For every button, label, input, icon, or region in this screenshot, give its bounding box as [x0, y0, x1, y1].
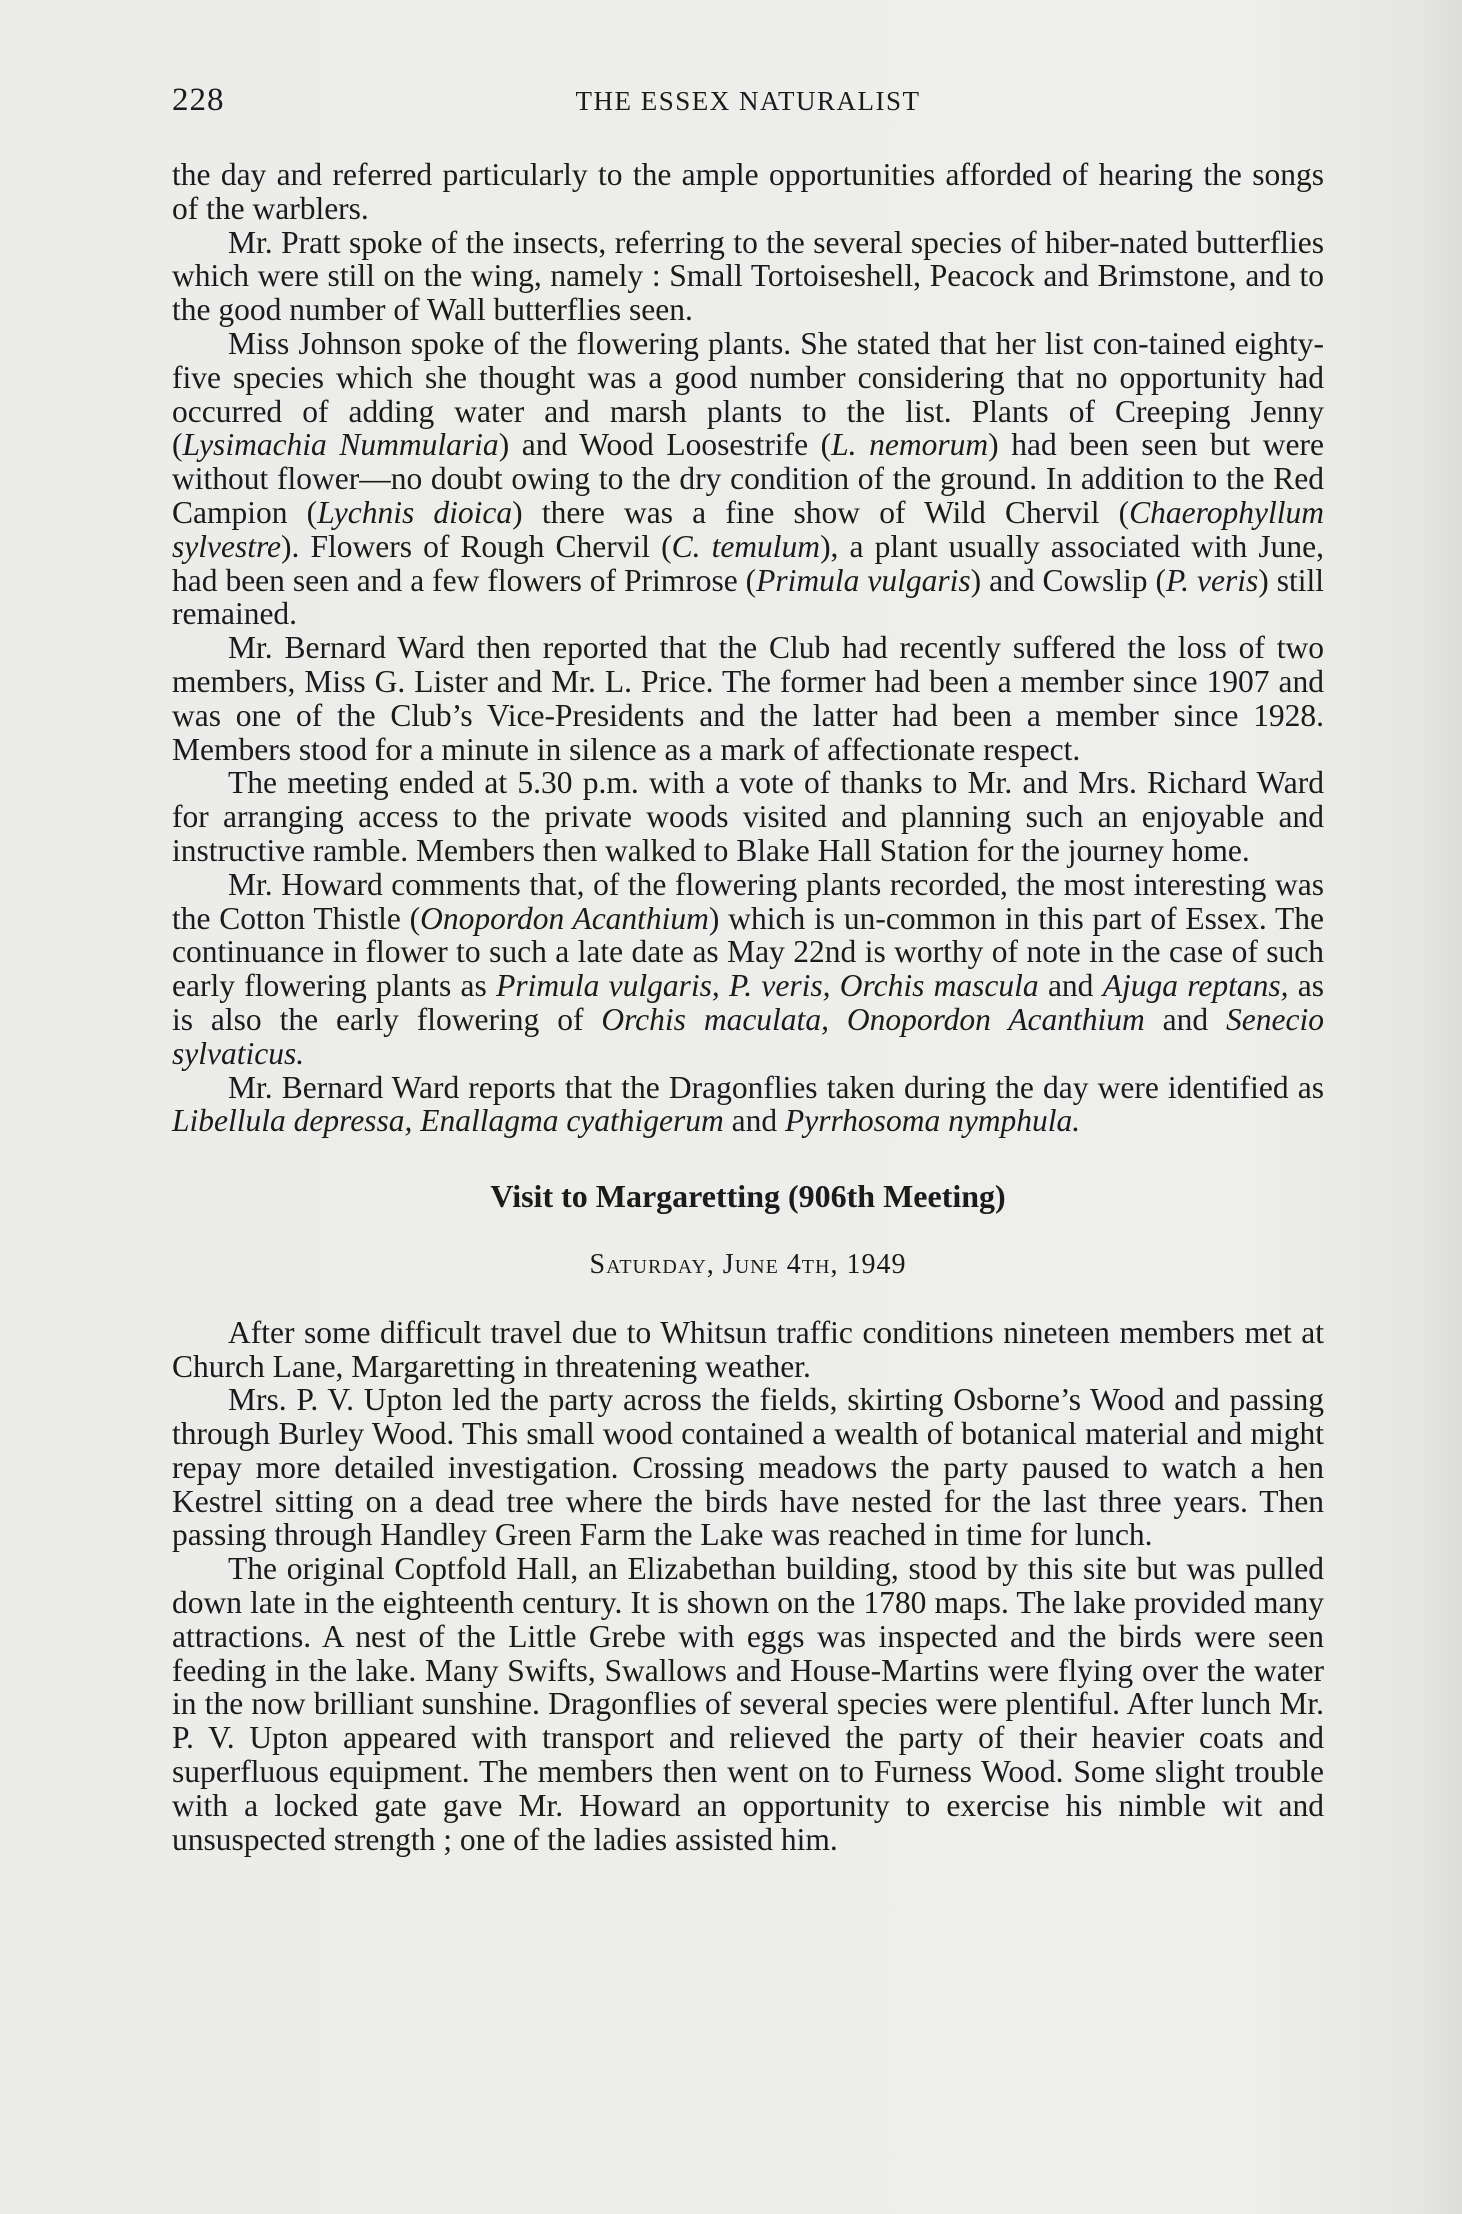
species-name: Ajuga reptans,	[1102, 968, 1289, 1004]
species-name: Senecio sylvaticus.	[172, 1001, 1324, 1071]
species-name: Primula vulgaris, P. veris, Orchis mascula	[496, 968, 1039, 1004]
text-run: ) which is un-common in this part of Essex. The continuance in flower to such a late date as May 22nd is worthy of note in the case of such early flowering plants as	[172, 900, 1324, 1004]
paragraph: the day and referred particularly to the ample opportunities afforded of hearing the songs of the warblers.	[172, 157, 1324, 226]
species-name: Primula vulgaris	[756, 562, 971, 598]
species-name: C. temulum	[671, 528, 821, 564]
paragraph: The original Coptfold Hall, an Elizabethan building, stood by this site but was pulled down late in the eighteenth century. It is shown on the 1780 maps. The lake provided many attractions. A nest of the Little Grebe with eggs was inspected and the birds were seen feeding in the lake. Many Swifts, Swallows and House-Martins were flying over the water in the now brilliant sunshine. Dragonflies of several species were plentiful. After lunch Mr. P. V. Upton appeared with transport and relieved the party of their heavier coats and superfluous equipment. The members then went on to Furness Wood. Some slight trouble with a locked gate gave Mr. Howard an opportunity to exercise his nimble wit and unsuspected strength ; one of the ladies assisted him.	[172, 1551, 1324, 1857]
paragraph: Mr. Pratt spoke of the insects, referring to the several species of hiber-nated butterflies which were still on the wing, namely : Small Tortoiseshell, Peacock and Brimstone, and to the good number of Wall butterflies seen.	[172, 224, 1324, 328]
text-run: ) had been seen but were without flower—no doubt owing to the dry condition of the ground. In addition to the Red Campion (	[172, 427, 1325, 530]
section-heading: Visit to Margaretting (906th Meeting)	[490, 1178, 1006, 1215]
text-run: and	[1038, 968, 1103, 1004]
running-title: THE ESSEX NATURALIST	[575, 86, 921, 116]
text-run: Miss Johnson spoke of the flowering plants. She stated that her list con-tained eighty-five species which she thought was a good number considering that no opportunity had occurred of adding water and marsh plants to the list. Plants of Creeping Jenny (	[172, 325, 1324, 463]
page-number: 228	[172, 82, 225, 118]
meeting-date: Saturday, June 4th, 1949	[589, 1248, 907, 1280]
paragraph: The meeting ended at 5.30 p.m. with a vote of thanks to Mr. and Mrs. Richard Ward for arranging access to the private woods visited and planning such an enjoyable and instructive ramble. Members then walked to Blake Hall Station for the journey home.	[172, 765, 1324, 868]
species-name: Onopordon Acanthium	[420, 900, 709, 936]
paragraph	[172, 327, 1324, 631]
text-run: and	[1144, 1001, 1227, 1037]
text-run: ) and Wood Loosestrife (	[498, 427, 832, 463]
text-run: ) and Cowslip (	[970, 562, 1166, 598]
text-run: Mr. Bernard Ward reports that the Dragonflies taken during the day were identified as	[228, 1069, 1324, 1105]
text-run: Mr. Howard comments that, of the flowering plants recorded, the most interesting was the Cotton Thistle (	[172, 866, 1324, 936]
species-name: Libellula depressa, Enallagma cyathigerum	[172, 1103, 724, 1139]
text-run: ) still remained.	[172, 562, 1324, 632]
species-name: Orchis maculata, Onopordon Acanthium	[601, 1001, 1145, 1037]
species-name: Chaerophyllum sylvestre	[172, 494, 1324, 564]
paragraph: Mrs. P. V. Upton led the party across the fields, skirting Osborne’s Wood and passing through Burley Wood. This small wood contained a wealth of botanical material and might repay more detailed investigation. Crossing meadows the party paused to watch a hen Kestrel sitting on a dead tree where the birds have nested for the last three years. Then passing through Handley Green Farm the Lake was reached in time for lunch.	[172, 1382, 1324, 1553]
text-run: as is also the early flowering of	[172, 968, 1325, 1037]
body-text	[172, 158, 1324, 1856]
species-name: Pyrrhosoma nymphula.	[785, 1103, 1081, 1139]
species-name: Lysimachia Nummularia	[182, 427, 499, 463]
text-run: ) there was a fine show of Wild Chervil (	[512, 494, 1130, 530]
species-name: Lychnis dioica	[317, 494, 513, 530]
paragraph	[172, 868, 1324, 1071]
page-header	[172, 82, 1324, 132]
text-run: and	[723, 1103, 786, 1139]
text-run: ). Flowers of Rough Chervil (	[281, 528, 672, 564]
paragraph	[172, 1071, 1324, 1139]
text-run: ), a plant usually associated with June, had been seen and a few flowers of Primrose (	[172, 528, 1324, 598]
species-name: L. nemorum	[831, 427, 989, 463]
species-name: P. veris	[1166, 562, 1259, 598]
paragraph: After some difficult travel due to Whitsun traffic conditions nineteen members met at Church Lane, Margaretting in threatening weather.	[172, 1314, 1324, 1384]
paragraph: Mr. Bernard Ward then reported that the Club had recently suffered the loss of two members, Miss G. Lister and Mr. L. Price. The former had been a member since 1907 and was one of the Club’s Vice-Presidents and the latter had been a member since 1928. Members stood for a minute in silence as a mark of affectionate respect.	[172, 630, 1324, 767]
